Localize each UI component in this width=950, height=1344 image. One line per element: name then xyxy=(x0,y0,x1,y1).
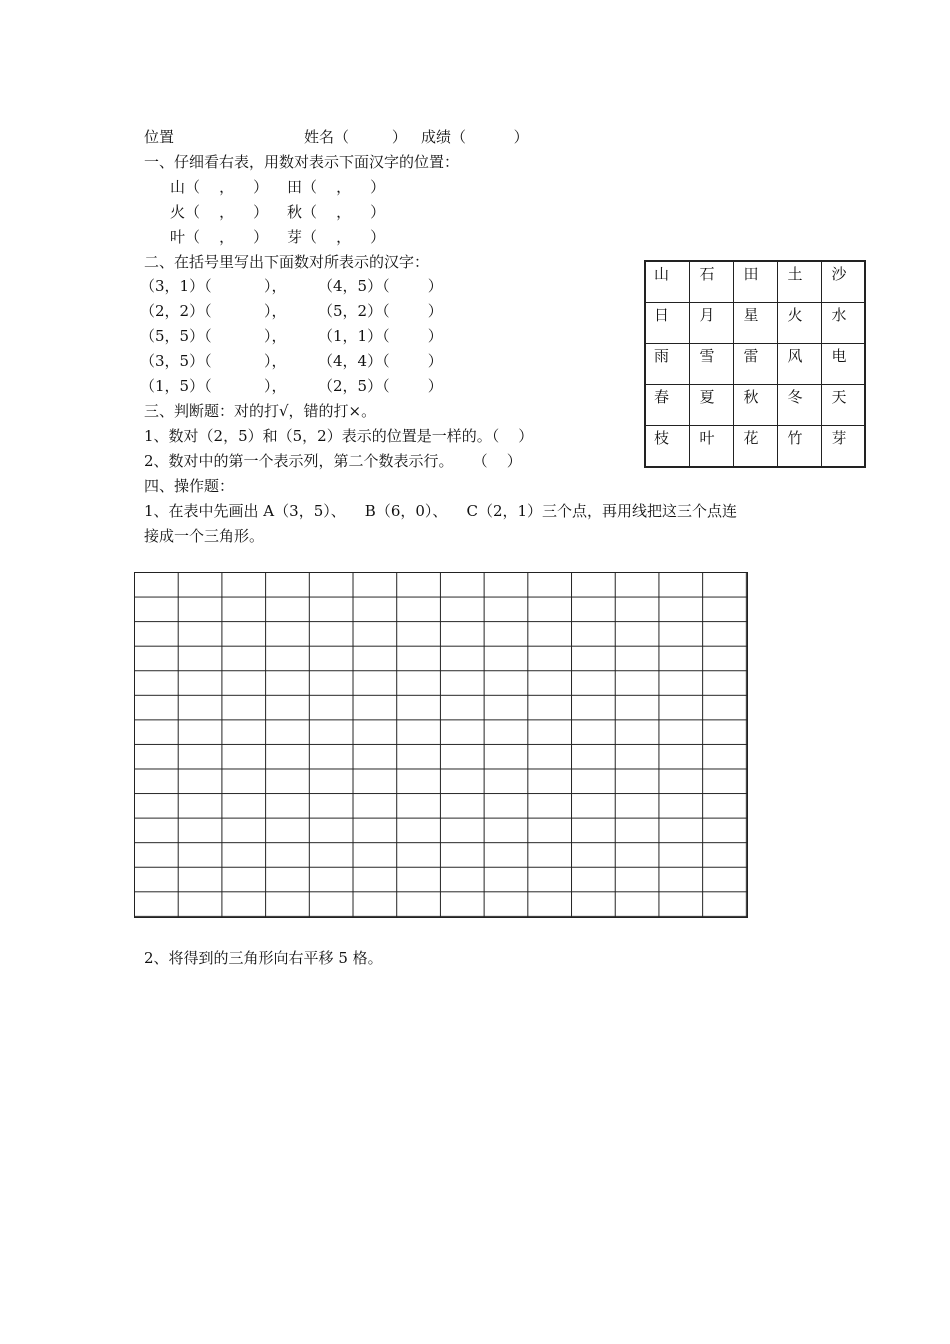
character-cell: 冬 xyxy=(777,385,821,426)
character-cell: 沙 xyxy=(821,261,865,303)
character-table-row xyxy=(645,385,865,426)
name-field[interactable]: 姓名（ ） xyxy=(304,128,407,146)
character-cell: 星 xyxy=(733,303,777,344)
section3-title: 三、判断题：对的打√，错的打×。 xyxy=(144,402,377,420)
character-cell: 山 xyxy=(645,261,689,303)
section2-title: 二、在括号里写出下面数对所表示的汉字： xyxy=(144,253,430,271)
character-cell: 枝 xyxy=(645,426,689,468)
character-cell: 电 xyxy=(821,344,865,385)
section4-title: 四、操作题： xyxy=(144,477,235,495)
position-label: 位置 xyxy=(144,128,175,146)
section2-item[interactable]: （1，5）（ ）， xyxy=(140,377,287,395)
character-cell: 火 xyxy=(777,303,821,344)
character-table xyxy=(644,260,866,468)
operation-question-1-line1: 1、在表中先画出 A（3，5）、 B（6，0）、 C（2，1）三个点，再用线把这三个点连 xyxy=(144,502,738,520)
section2-item[interactable]: （4，5）（ ） xyxy=(318,277,443,295)
character-cell: 风 xyxy=(777,344,821,385)
character-table-row xyxy=(645,426,865,468)
character-cell: 夏 xyxy=(689,385,733,426)
section1-title: 一、仔细看右表，用数对表示下面汉字的位置： xyxy=(144,153,460,171)
section2-item[interactable]: （2，5）（ ） xyxy=(318,377,443,395)
character-table-row xyxy=(645,261,865,303)
character-cell: 天 xyxy=(821,385,865,426)
operation-question-1-line2: 接成一个三角形。 xyxy=(144,527,265,545)
operation-question-2: 2、将得到的三角形向右平移 5 格。 xyxy=(144,949,383,967)
character-cell: 芽 xyxy=(821,426,865,468)
section2-item[interactable]: （5，5）（ ）， xyxy=(140,327,287,345)
score-field[interactable]: 成绩（ ） xyxy=(421,128,529,146)
character-table-row xyxy=(645,344,865,385)
drawing-grid[interactable] xyxy=(134,572,748,918)
section2-item[interactable]: （2，2）（ ）， xyxy=(140,302,287,320)
section1-item[interactable]: 火（ ， ） xyxy=(170,203,269,221)
section2-item[interactable]: （1，1）（ ） xyxy=(318,327,443,345)
character-cell: 叶 xyxy=(689,426,733,468)
section1-item[interactable]: 秋（ ， ） xyxy=(287,203,386,221)
judge-question-1[interactable]: 1、数对（2，5）和（5，2）表示的位置是一样的。（ ） xyxy=(144,427,534,445)
character-cell: 石 xyxy=(689,261,733,303)
character-cell: 竹 xyxy=(777,426,821,468)
section2-item[interactable]: （3，5）（ ）， xyxy=(140,352,287,370)
section2-item[interactable]: （3，1）（ ）， xyxy=(140,277,287,295)
character-cell: 花 xyxy=(733,426,777,468)
character-cell: 雪 xyxy=(689,344,733,385)
section2-item[interactable]: （5，2）（ ） xyxy=(318,302,443,320)
character-cell: 雷 xyxy=(733,344,777,385)
character-cell: 水 xyxy=(821,303,865,344)
judge-question-2[interactable]: 2、数对中的第一个表示列，第二个数表示行。 （ ） xyxy=(144,452,522,470)
character-cell: 土 xyxy=(777,261,821,303)
section2-item[interactable]: （4，4）（ ） xyxy=(318,352,443,370)
character-cell: 春 xyxy=(645,385,689,426)
section1-item[interactable]: 叶（ ， ） xyxy=(170,228,269,246)
character-cell: 月 xyxy=(689,303,733,344)
section1-item[interactable]: 山（ ， ） xyxy=(170,178,269,196)
section1-item[interactable]: 芽（ ， ） xyxy=(287,228,386,246)
character-cell: 日 xyxy=(645,303,689,344)
section1-item[interactable]: 田（ ， ） xyxy=(287,178,386,196)
character-cell: 田 xyxy=(733,261,777,303)
character-cell: 秋 xyxy=(733,385,777,426)
character-cell: 雨 xyxy=(645,344,689,385)
character-table-row xyxy=(645,303,865,344)
